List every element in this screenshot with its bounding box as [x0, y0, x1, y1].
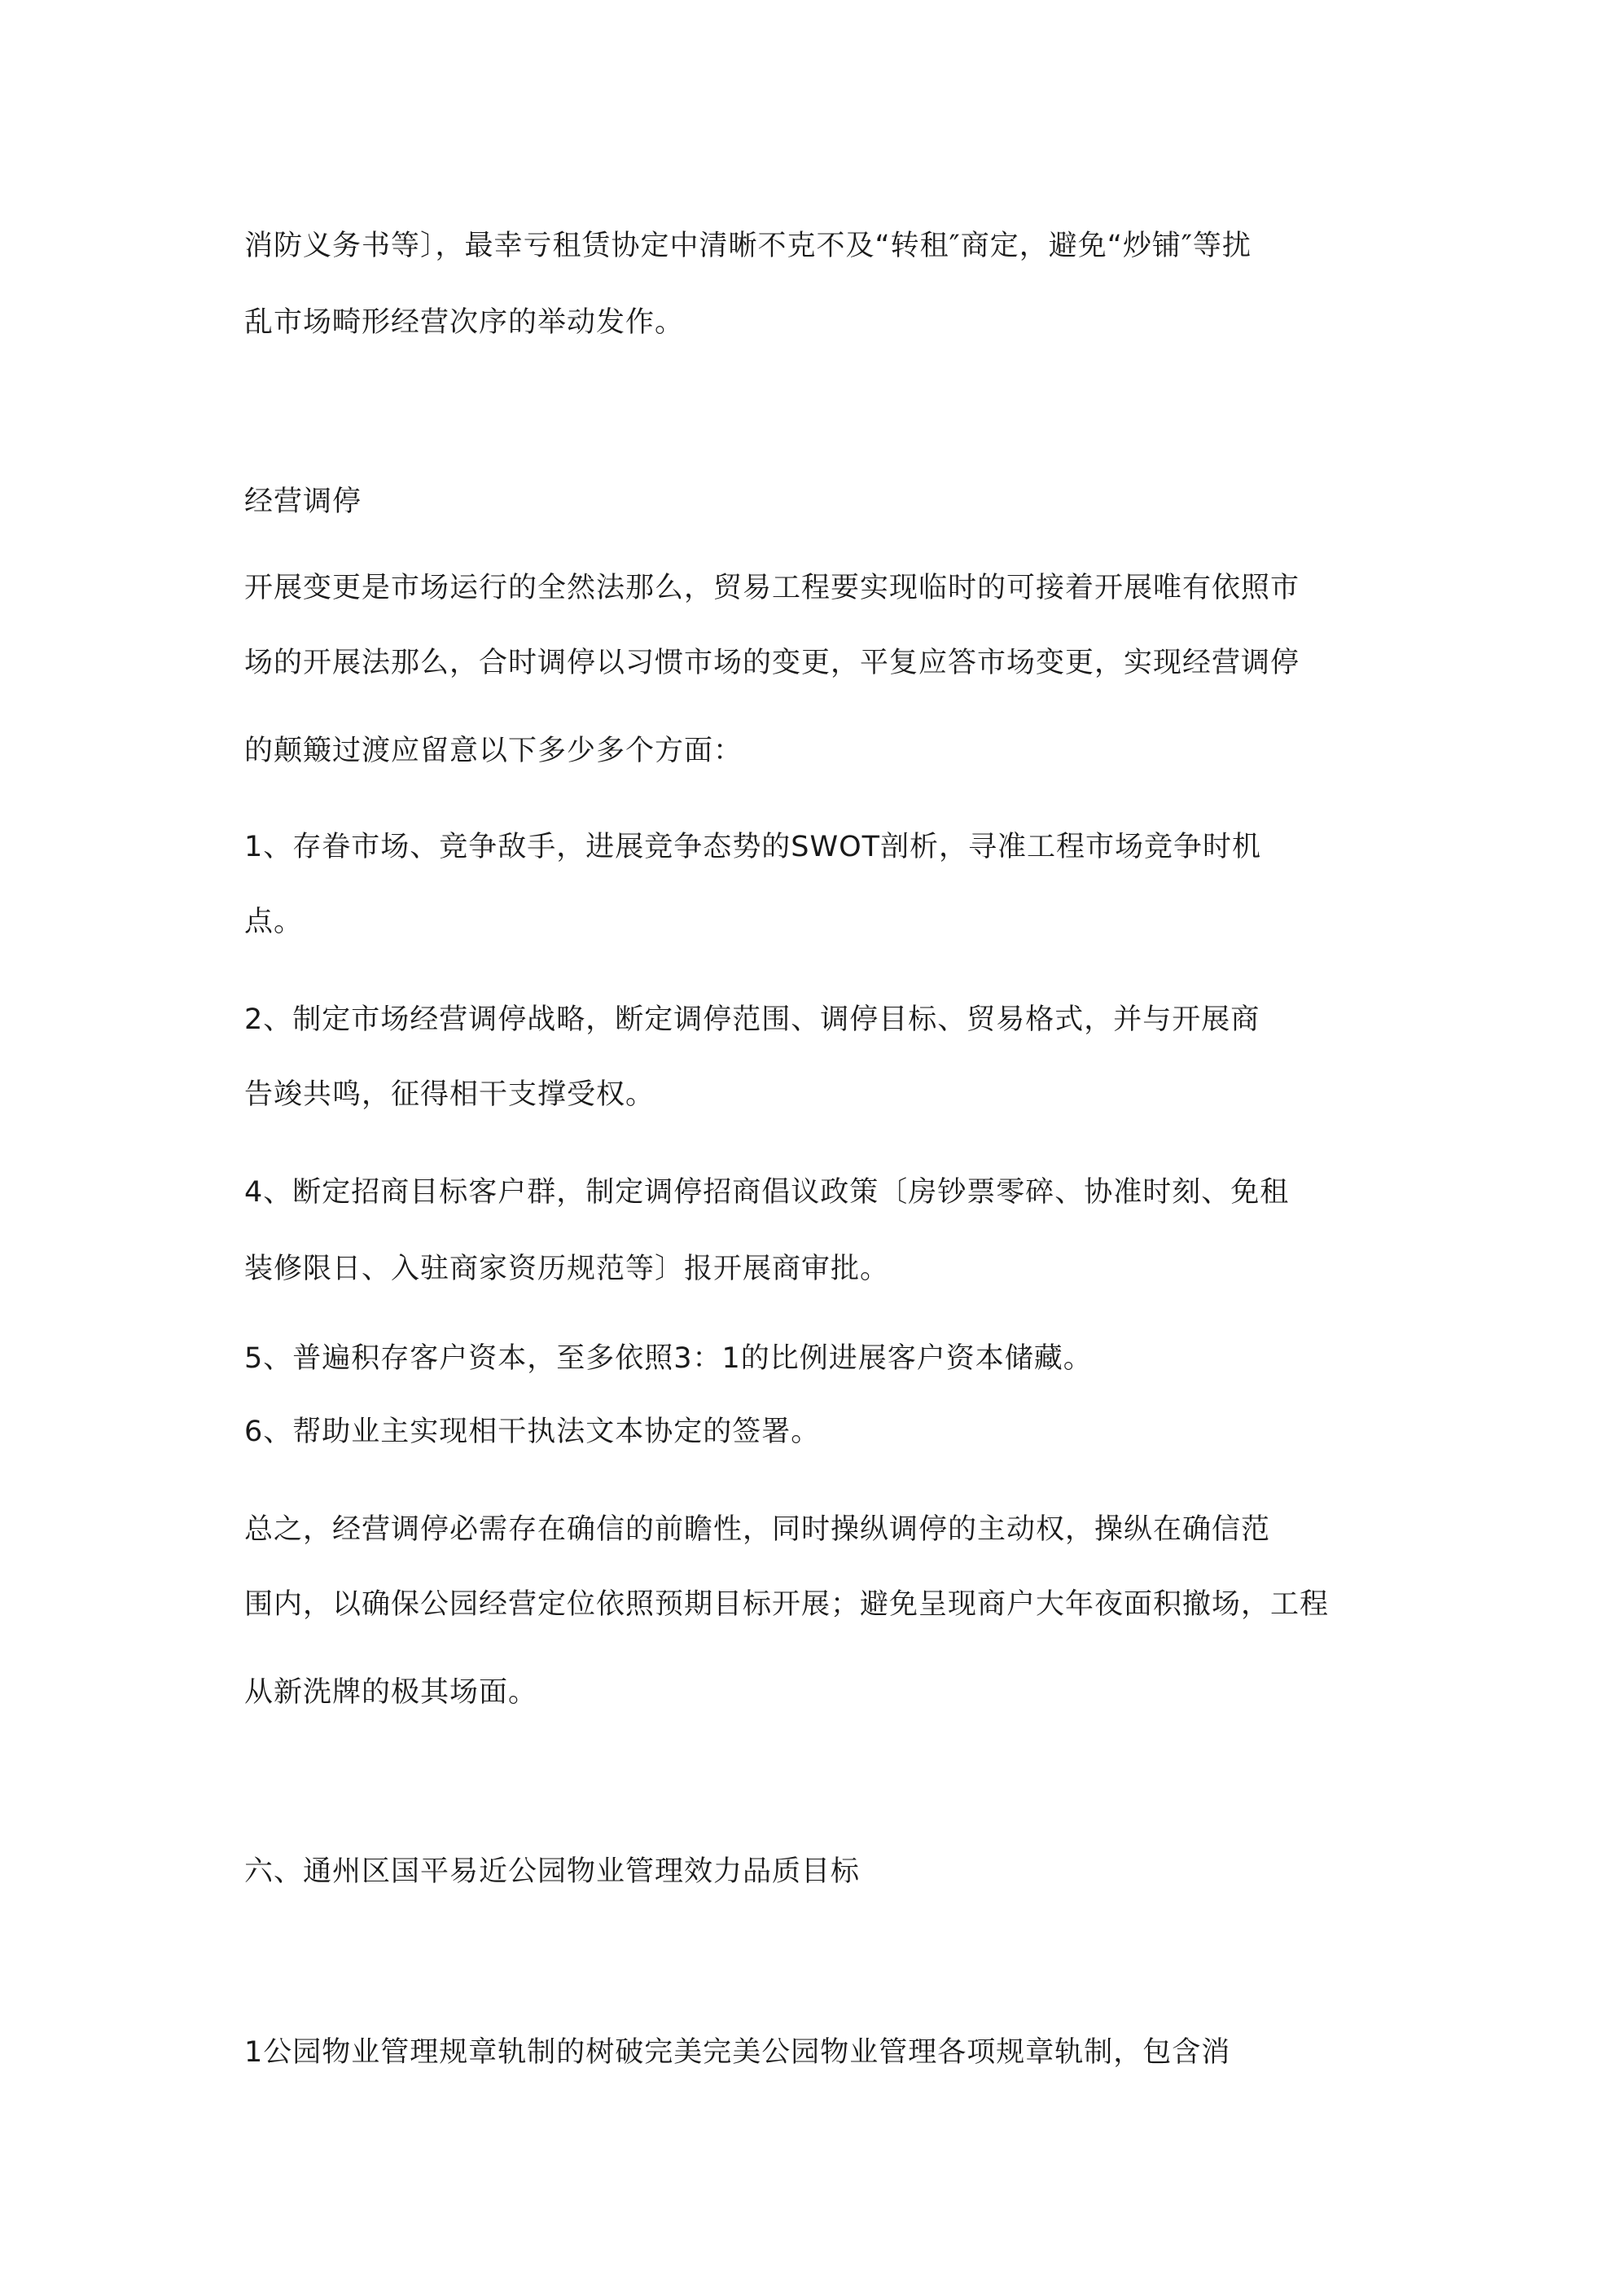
list-item: 2、制定市场经营调停战略，断定调停范围、调停目标、贸易格式，并与开展商 [244, 1003, 1260, 1036]
section-heading: 经营调停 [244, 485, 362, 518]
section-heading: 六、通州区国平易近公园物业管理效力品质目标 [244, 1855, 861, 1888]
text-line: 的颠簸过渡应留意以下多少多个方面： [244, 735, 743, 767]
text-line: 从新洗牌的极其场面。 [244, 1676, 538, 1709]
text-line: 消防义务书等〕，最幸亏租赁协定中清晰不克不及“转租″商定，避免“炒铺″等扰 [244, 230, 1252, 262]
list-item: 5、普遍积存客户资本，至多依照3：1的比例进展客户资本储藏。 [244, 1342, 1093, 1375]
list-item-continuation: 装修限日、入驻商家资历规范等〕报开展商审批。 [244, 1253, 890, 1285]
text-line: 乱市场畸形经营次序的举动发作。 [244, 306, 685, 339]
text-line: 总之，经营调停必需存在确信的前瞻性，同时操纵调停的主动权，操纵在确信范 [244, 1513, 1271, 1546]
list-item: 4、断定招商目标客户群，制定调停招商倡议政策〔房钞票零碎、协准时刻、免租 [244, 1176, 1290, 1209]
text-line: 围内，以确保公园经营定位依照预期目标开展；避免呈现商户大年夜面积撤场，工程 [244, 1588, 1330, 1621]
text-line: 开展变更是市场运行的全然法那么，贸易工程要实现临时的可接着开展唯有依照市 [244, 572, 1300, 604]
list-item-continuation: 告竣共鸣，征得相干支撑受权。 [244, 1078, 655, 1111]
list-item: 1、存眷市场、竞争敌手，进展竞争态势的SWOT剖析，寻准工程市场竞争时机 [244, 831, 1262, 863]
list-item-continuation: 点。 [244, 906, 304, 938]
list-item: 6、帮助业主实现相干执法文本协定的签署。 [244, 1416, 821, 1448]
text-line: 场的开展法那么，合时调停以习惯市场的变更，平复应答市场变更，实现经营调停 [244, 647, 1300, 679]
text-line: 1公园物业管理规章轨制的树破完美完美公园物业管理各项规章轨制，包含消 [244, 2036, 1231, 2069]
